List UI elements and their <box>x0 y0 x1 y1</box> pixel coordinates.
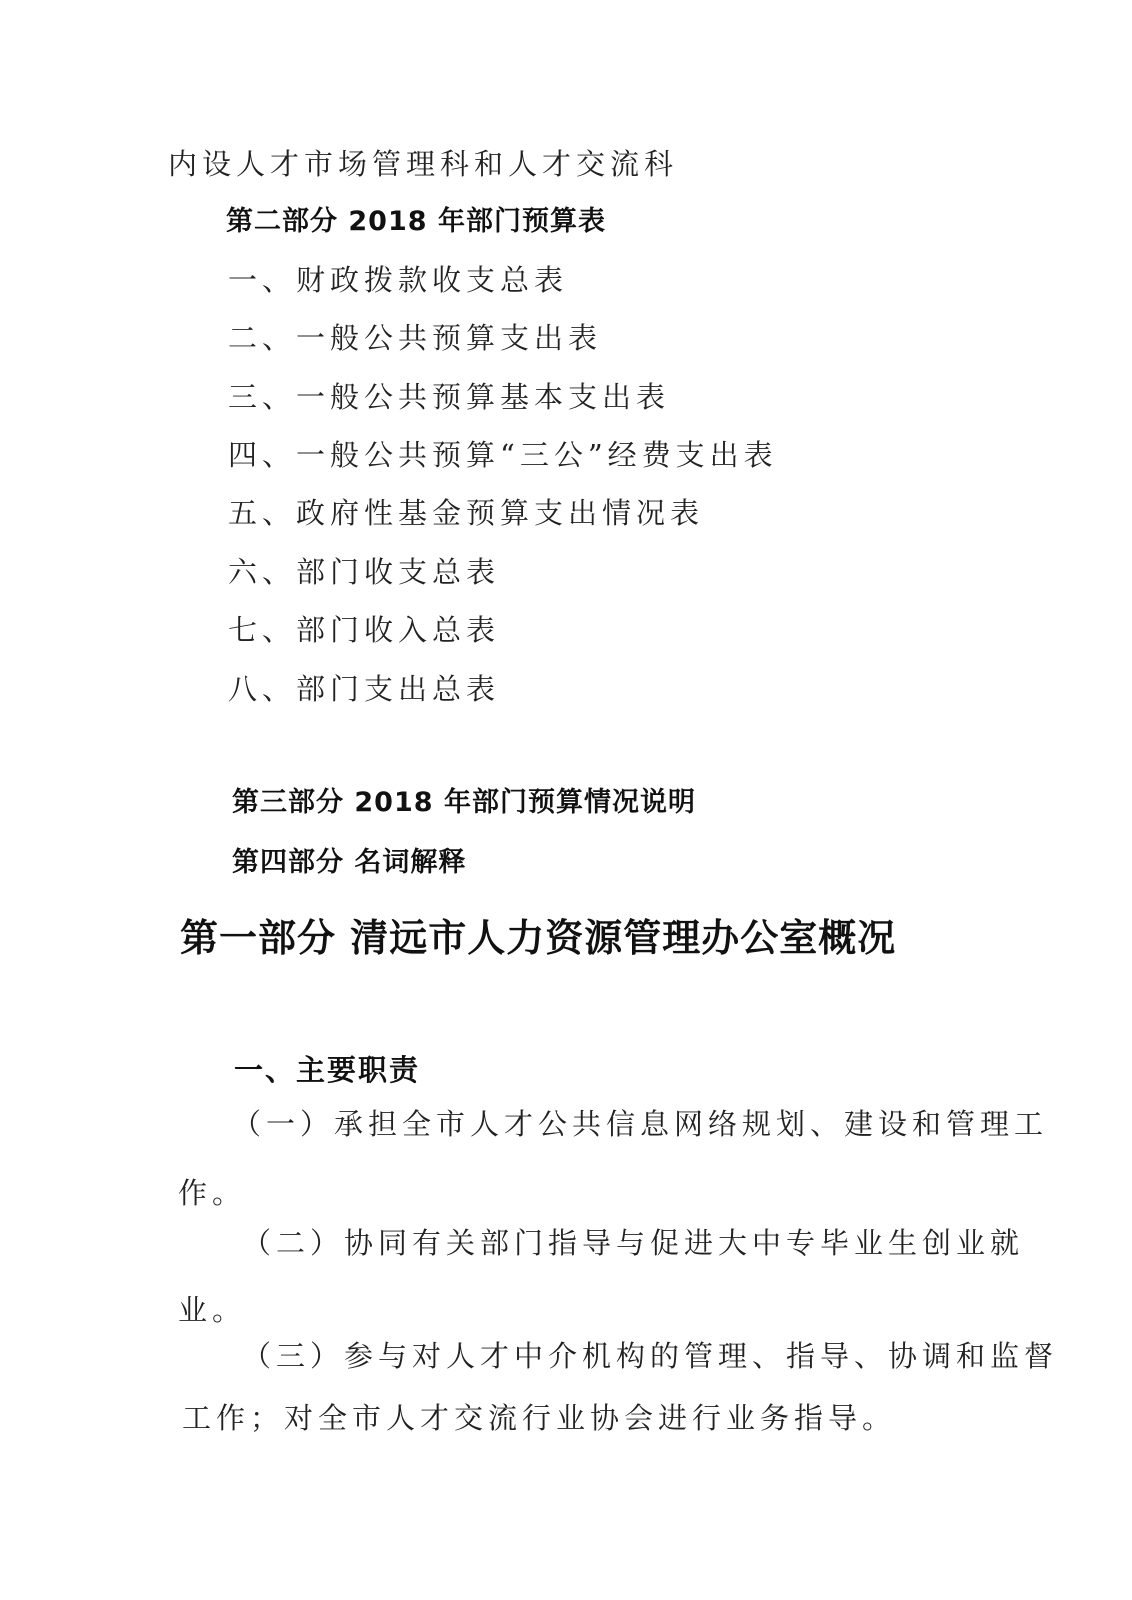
intro-line: 内设人才市场管理科和人才交流科 <box>168 147 679 181</box>
duty-3-line1: （三）参与对人才中介机构的管理、指导、协调和监督 <box>242 1339 1059 1373</box>
duty-2-line1: （二）协同有关部门指导与促进大中专毕业生创业就 <box>242 1226 1025 1260</box>
part1-title: 第一部分 清远市人力资源管理办公室概况 <box>180 916 897 960</box>
duty-3-line2: 工作；对全市人才交流行业协会进行业务指导。 <box>182 1401 897 1435</box>
table-list-item: 一、财政拨款收支总表 <box>228 263 569 297</box>
table-list-item: 三、一般公共预算基本支出表 <box>228 380 671 414</box>
duty-1-line2: 作。 <box>178 1176 247 1210</box>
table-list-item: 五、政府性基金预算支出情况表 <box>228 496 705 530</box>
section1-heading: 一、主要职责 <box>234 1053 421 1087</box>
table-list-item: 六、部门收支总表 <box>228 555 501 589</box>
duty-2-line2: 业。 <box>178 1293 247 1327</box>
table-list-item: 二、一般公共预算支出表 <box>228 321 603 355</box>
duty-1-line1: （一）承担全市人才公共信息网络规划、建设和管理工 <box>232 1107 1049 1141</box>
part3-heading: 第三部分 2018 年部门预算情况说明 <box>232 787 696 818</box>
part2-heading: 第二部分 2018 年部门预算表 <box>226 206 606 237</box>
table-list-item: 八、部门支出总表 <box>228 672 501 706</box>
table-list-item: 四、一般公共预算“三公”经费支出表 <box>228 438 778 472</box>
part4-heading: 第四部分 名词解释 <box>232 847 467 878</box>
table-list-item: 七、部门收入总表 <box>228 613 501 647</box>
